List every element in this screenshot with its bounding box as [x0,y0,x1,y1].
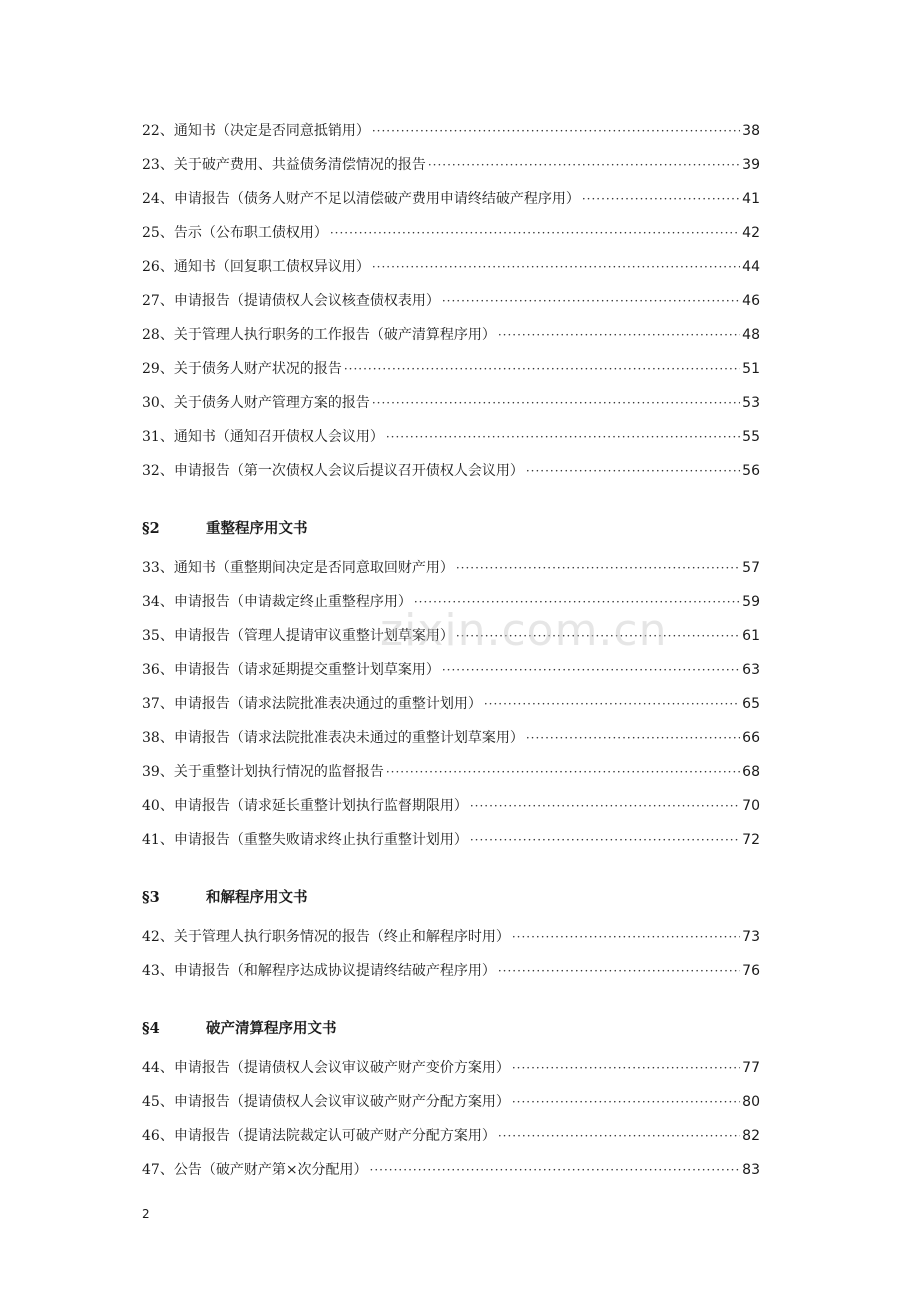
toc-entry-title: 22、通知书（决定是否同意抵销用） [142,123,370,139]
toc-entry [142,726,760,750]
toc-entry-page: 61 [742,628,760,644]
toc-entry-page: 42 [742,225,760,241]
toc-entry-title: 38、申请报告（请求法院批准表决未通过的重整计划草案用） [142,730,524,746]
toc-entry-title: 41、申请报告（重整失败请求终止执行重整计划用） [142,832,468,848]
toc-entry-title: 43、申请报告（和解程序达成协议提请终结破产程序用） [142,963,496,979]
toc-entry [142,425,760,449]
toc-leader-dots [470,828,740,852]
toc-entry-page: 63 [742,662,760,678]
toc-entry-page: 39 [742,157,760,173]
toc-leader-dots [386,425,740,449]
toc-entry [142,658,760,682]
toc-entry [142,357,760,381]
toc-entry [142,391,760,415]
toc-entry-title: 26、通知书（回复职工债权异议用） [142,259,370,275]
section-heading [142,1017,337,1041]
toc-leader-dots [456,556,740,580]
toc-entry-page: 38 [742,123,760,139]
toc-entry-title: 46、申请报告（提请法院裁定认可破产财产分配方案用） [142,1128,496,1144]
section-title: 重整程序用文书 [206,520,308,537]
toc-leader-dots [370,1158,741,1182]
toc-entry-page: 82 [742,1128,760,1144]
toc-entry-page: 72 [742,832,760,848]
toc-leader-dots [386,760,740,784]
toc-leader-dots [498,959,740,983]
toc-entry-title: 29、关于债务人财产状况的报告 [142,361,342,377]
toc-entry [142,1056,760,1080]
toc-entry-title: 24、申请报告（债务人财产不足以清偿破产费用申请终结破产程序用） [142,191,580,207]
toc-entry-page: 76 [742,963,760,979]
toc-leader-dots [442,289,740,313]
toc-entry-title: 34、申请报告（申请裁定终止重整程序用） [142,594,412,610]
toc-leader-dots [498,323,740,347]
page-number: 2 [142,1207,150,1221]
toc-entry [142,221,760,245]
toc-leader-dots [512,1090,740,1114]
section-number: §4 [142,1020,160,1037]
toc-leader-dots [526,726,740,750]
toc-entry-page: 83 [742,1162,760,1178]
toc-entry-page: 41 [742,191,760,207]
toc-entry [142,1124,760,1148]
toc-entry-title: 30、关于债务人财产管理方案的报告 [142,395,370,411]
toc-entry [142,556,760,580]
toc-entry-page: 48 [742,327,760,343]
toc-entry [142,289,760,313]
section-number: §2 [142,520,160,537]
toc-entry-page: 65 [742,696,760,712]
toc-leader-dots [526,459,740,483]
toc-entry [142,925,760,949]
toc-entry-title: 23、关于破产费用、共益债务清偿情况的报告 [142,157,426,173]
toc-leader-dots [372,255,740,279]
toc-entry [142,187,760,211]
toc-entry-page: 46 [742,293,760,309]
toc-entry-page: 51 [742,361,760,377]
toc-entry-page: 70 [742,798,760,814]
toc-entry-page: 56 [742,463,760,479]
toc-entry-page: 57 [742,560,760,576]
toc-entry [142,459,760,483]
toc-leader-dots [428,153,740,177]
toc-entry-page: 53 [742,395,760,411]
toc-entry [142,255,760,279]
section-number: §3 [142,889,160,906]
toc-leader-dots [330,221,740,245]
section-heading [142,517,308,541]
toc-entry-title: 33、通知书（重整期间决定是否同意取回财产用） [142,560,454,576]
toc-entry-page: 77 [742,1060,760,1076]
toc-leader-dots [470,794,740,818]
section-title: 破产清算程序用文书 [206,1020,337,1037]
toc-entry-title: 47、公告（破产财产第×次分配用） [142,1162,368,1178]
toc-entry-title: 39、关于重整计划执行情况的监督报告 [142,764,384,780]
toc-leader-dots [372,391,740,415]
toc-entry [142,1090,760,1114]
toc-entry-title: 35、申请报告（管理人提请审议重整计划草案用） [142,628,454,644]
toc-leader-dots [582,187,740,211]
toc-entry-title: 40、申请报告（请求延长重整计划执行监督期限用） [142,798,468,814]
toc-entry-title: 44、申请报告（提请债权人会议审议破产财产变价方案用） [142,1060,510,1076]
toc-entry-title: 36、申请报告（请求延期提交重整计划草案用） [142,662,440,678]
section-title: 和解程序用文书 [206,889,308,906]
toc-leader-dots [484,692,740,716]
toc-entry-page: 80 [742,1094,760,1110]
toc-entry-title: 45、申请报告（提请债权人会议审议破产财产分配方案用） [142,1094,510,1110]
toc-entry [142,1158,760,1182]
toc-entry [142,794,760,818]
toc-entry-title: 25、告示（公布职工债权用） [142,225,328,241]
toc-leader-dots [512,925,740,949]
toc-leader-dots [512,1056,740,1080]
toc-leader-dots [372,119,740,143]
toc-entry-title: 42、关于管理人执行职务情况的报告（终止和解程序时用） [142,929,510,945]
toc-entry [142,692,760,716]
toc-leader-dots [498,1124,740,1148]
toc-entry-page: 55 [742,429,760,445]
watermark: zixin.com.cn [380,605,668,656]
toc-leader-dots [442,658,740,682]
toc-entry-page: 44 [742,259,760,275]
toc-entry [142,828,760,852]
toc-entry-title: 37、申请报告（请求法院批准表决通过的重整计划用） [142,696,482,712]
toc-entry [142,119,760,143]
toc-entry-title: 31、通知书（通知召开债权人会议用） [142,429,384,445]
toc-entry [142,760,760,784]
toc-entry-page: 68 [742,764,760,780]
toc-entry-title: 32、申请报告（第一次债权人会议后提议召开债权人会议用） [142,463,524,479]
toc-entry [142,323,760,347]
toc-entry-title: 28、关于管理人执行职务的工作报告（破产清算程序用） [142,327,496,343]
toc-entry-page: 73 [742,929,760,945]
toc-leader-dots [344,357,740,381]
toc-entry [142,959,760,983]
toc-entry-page: 59 [742,594,760,610]
section-heading [142,886,308,910]
toc-entry-title: 27、申请报告（提请债权人会议核查债权表用） [142,293,440,309]
toc-entry [142,153,760,177]
toc-entry-page: 66 [742,730,760,746]
